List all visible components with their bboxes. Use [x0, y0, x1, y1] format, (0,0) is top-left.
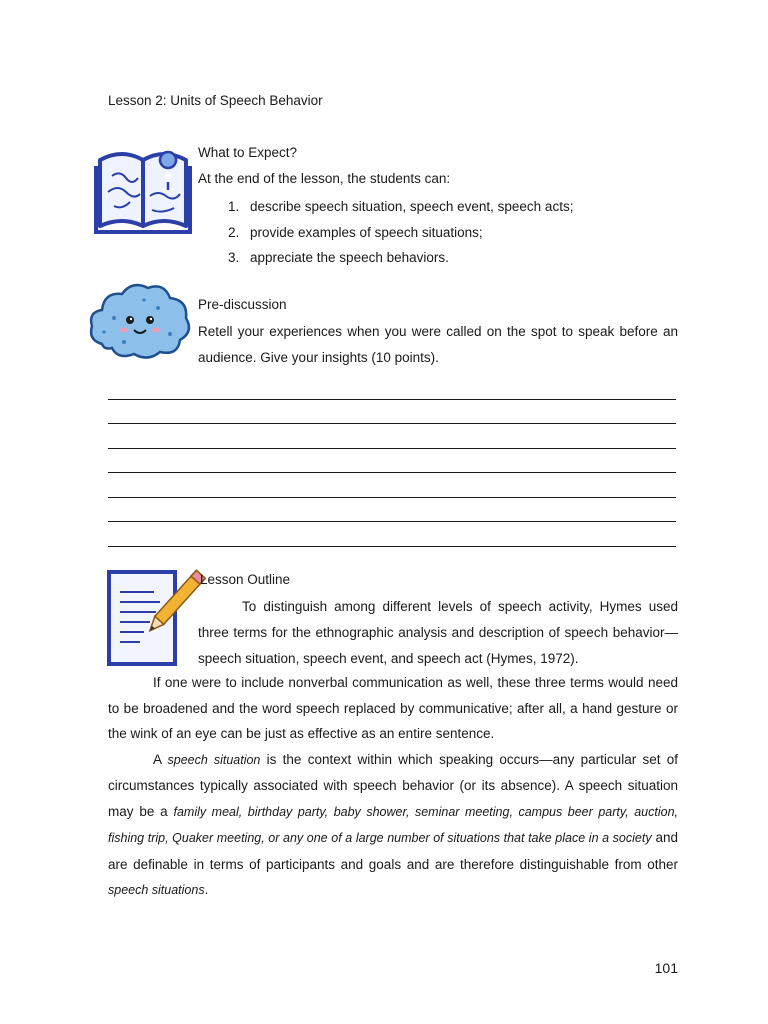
list-item: 3. appreciate the speech behaviors. — [228, 250, 449, 265]
smiling-cloud-icon — [84, 278, 196, 362]
outline-p1-line-3: speech situation, speech event, and speech act (Hymes, 1972). — [198, 651, 579, 666]
pre-discussion-line-1: Retell your experiences when you were called on the spot to speak before an — [198, 324, 678, 339]
outline-paragraph-3: A speech situation is the context within which speaking occurs—any particular set of circumstances typically associated with speech behavior (or its absence). A speech situation may be a family meal, birthday party, baby shower, seminar meeting, campus beer party, auction, fishing trip, Quaker meeting, or any one of a large number of situations that take place in a society and are definable in terms of participants and goals and are therefore distinguishable from other speech situations. — [108, 751, 678, 897]
outline-p1-line-2: three terms for the ethnographic analysis and description of speech behavior— — [198, 625, 678, 640]
answer-line[interactable] — [108, 400, 676, 425]
objectives-list — [228, 194, 573, 271]
answer-lines[interactable] — [108, 375, 676, 547]
list-item: 2. provide examples of speech situations; — [228, 224, 483, 240]
answer-line[interactable] — [108, 498, 676, 523]
open-book-map-icon — [92, 146, 194, 234]
answer-line[interactable] — [108, 375, 676, 400]
lesson-outline-heading: Lesson Outline — [200, 572, 291, 587]
paper-and-pencil-icon — [104, 568, 208, 668]
answer-line[interactable] — [108, 522, 676, 547]
what-to-expect-heading: What to Expect? — [198, 145, 298, 160]
expect-intro: At the end of the lesson, the students can: — [198, 171, 451, 186]
pre-discussion-line-2: audience. Give your insights (10 points). — [198, 350, 439, 365]
speech-situation-term: speech situation — [167, 752, 261, 767]
pre-discussion-heading: Pre-discussion — [198, 297, 287, 312]
lesson-title: Lesson 2: Units of Speech Behavior — [108, 93, 323, 108]
answer-line[interactable] — [108, 449, 676, 474]
outline-body — [108, 670, 678, 904]
list-item: 1. describe speech situation, speech event, speech acts; — [228, 199, 574, 214]
answer-line[interactable] — [108, 473, 676, 498]
outline-p1-line-1: To distinguish among different levels of speech activity, Hymes used — [242, 599, 678, 614]
speech-situation-examples: family meal, birthday party, baby shower, seminar meeting, campus beer party, auction, fishing trip, Quaker meeting, or any one of a large number of situations that take place in a society — [108, 804, 678, 845]
outline-paragraph-2: If one were to include nonverbal communication as well, these three terms would need to be broadened and the word speech replaced by communicative; after all, a hand gesture or the wink of an eye can be just as effective as an entire sentence. — [108, 675, 678, 741]
page-number: 101 — [654, 960, 678, 976]
answer-line[interactable] — [108, 424, 676, 449]
